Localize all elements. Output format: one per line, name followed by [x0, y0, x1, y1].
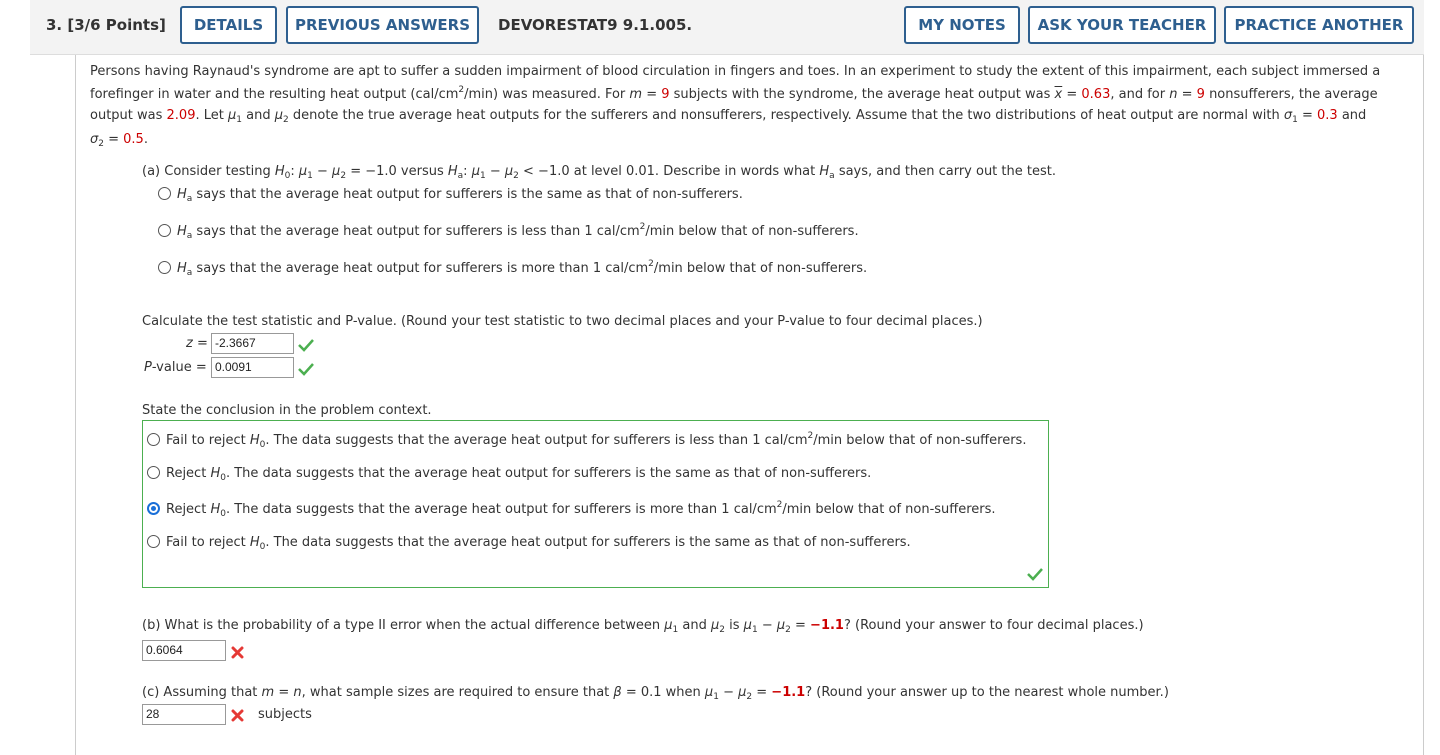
conclusion-correct-check-icon [1027, 567, 1043, 581]
sigma1-value: 0.3 [1317, 108, 1338, 123]
part-c-prompt: (c) Assuming that m = n, what sample sizes are required to ensure that β = 0.1 when $\mu_1 - \mu_2 = -1.1$? (Round your answer up to the nearest whole number.) [142, 685, 1169, 702]
conclusion-option-4[interactable]: Fail to reject $H_0$. The data suggests that the average heat output for sufferers is the same as that of non-sufferers. [147, 534, 911, 552]
conclusion-option-3[interactable]: Reject $H_0$. The data suggests that the average heat output for sufferers is more than 1 cal/$cm^2/\min$ below that of non-sufferers. [147, 501, 996, 519]
conclusion-prompt: State the conclusion in the problem context. [142, 403, 432, 418]
conclusion-option-1-radio[interactable] [147, 433, 160, 446]
ha-option-3-radio[interactable] [158, 261, 171, 274]
points-label: [3/6 Points] [67, 16, 166, 34]
p-value-correct-check-icon [298, 362, 314, 376]
part-b-input[interactable]: 0.6064 [142, 640, 226, 661]
p-value-input[interactable]: 0.0091 [211, 357, 294, 378]
m-value: 9 [661, 87, 670, 102]
problem-line-2: forefinger in water and the resulting heat output $(cal/cm^2/\min)$ was measured. For m = 9 subjects with the syndrome, the average heat output was $\overline{x} = 0.63$, and for n = 9 nonsufferers, the average [90, 85, 1378, 102]
xbar-value: 0.63 [1081, 87, 1111, 102]
n-value: 9 [1196, 87, 1205, 102]
conclusion-option-4-radio[interactable] [147, 535, 160, 548]
calc-prompt: Calculate the test statistic and P-value. (Round your test statistic to two decimal places and your P-value to four decimal places.) [142, 314, 983, 329]
conclusion-option-1[interactable]: Fail to reject $H_0$. The data suggests that the average heat output for sufferers is less than 1 cal/$cm^2/\min$ below that of non-sufferers. [147, 432, 1026, 450]
my-notes-button[interactable]: MY NOTES [904, 6, 1020, 44]
ha-option-1[interactable]: $H_a$ says that the average heat output for sufferers is the same as that of non-sufferers. [158, 186, 743, 204]
problem-line-4: $\sigma_2 = 0.5$. [90, 132, 148, 149]
z-input[interactable]: -2.3667 [211, 333, 294, 354]
part-c-unit: subjects [258, 707, 312, 722]
conclusion-option-3-radio-selected[interactable] [147, 502, 160, 515]
details-button[interactable]: DETAILS [180, 6, 277, 44]
part-c-input[interactable]: 28 [142, 704, 226, 725]
question-header [30, 0, 1424, 55]
part-c-diff-value: −1.1 [771, 685, 806, 700]
z-correct-check-icon [298, 338, 314, 352]
conclusion-option-2-radio[interactable] [147, 466, 160, 479]
part-a-prompt: (a) Consider testing $H_0$: $\mu_1 - \mu_2 = -1.0$ versus $H_a$: $\mu_1 - \mu_2 < -1.0$ at level 0.01. Describe in words what $H_a$ says, and then carry out the test. [142, 164, 1056, 181]
ybar-value: 2.09 [166, 108, 196, 123]
ha-option-2-radio[interactable] [158, 224, 171, 237]
p-value-label: P-value = [144, 360, 207, 375]
ha-option-1-radio[interactable] [158, 187, 171, 200]
problem-line-1: Persons having Raynaud's syndrome are apt to suffer a sudden impairment of blood circulation in fingers and toes. In an experiment to study the extent of this impairment, each subject immersed a [90, 64, 1381, 79]
conclusion-option-2[interactable]: Reject $H_0$. The data suggests that the average heat output for sufferers is the same as that of non-sufferers. [147, 465, 871, 483]
assignment-code: DEVORESTAT9 9.1.005. [498, 16, 693, 34]
sigma2-value: 0.5 [123, 132, 144, 147]
ha-option-2[interactable]: $H_a$ says that the average heat output for sufferers is less than 1 cal/$cm^2/\min$ below that of non-sufferers. [158, 223, 859, 241]
question-number: 3. [3/6 Points] [46, 16, 166, 34]
z-label: z = [186, 336, 208, 351]
part-c-incorrect-x-icon [231, 709, 244, 722]
ha-option-3[interactable]: $H_a$ says that the average heat output for sufferers is more than 1 cal/$cm^2/\min$ below that of non-sufferers. [158, 260, 867, 278]
previous-answers-button[interactable]: PREVIOUS ANSWERS [286, 6, 479, 44]
part-b-prompt: (b) What is the probability of a type II error when the actual difference between $\mu_1$ and $\mu_2$ is $\mu_1 - \mu_2 = -1.1$? (Round your answer to four decimal places.) [142, 618, 1144, 635]
ask-teacher-button[interactable]: ASK YOUR TEACHER [1028, 6, 1216, 44]
problem-line-3: output was 2.09. Let $\mu_1$ and $\mu_2$ denote the true average heat outputs for the sufferers and nonsufferers, respectively. Assume that the two distributions of heat output are normal with $\sigma_1 = 0.3$ and [90, 108, 1367, 125]
part-b-diff-value: −1.1 [810, 618, 844, 633]
part-b-incorrect-x-icon [231, 646, 244, 659]
practice-another-button[interactable]: PRACTICE ANOTHER [1224, 6, 1414, 44]
